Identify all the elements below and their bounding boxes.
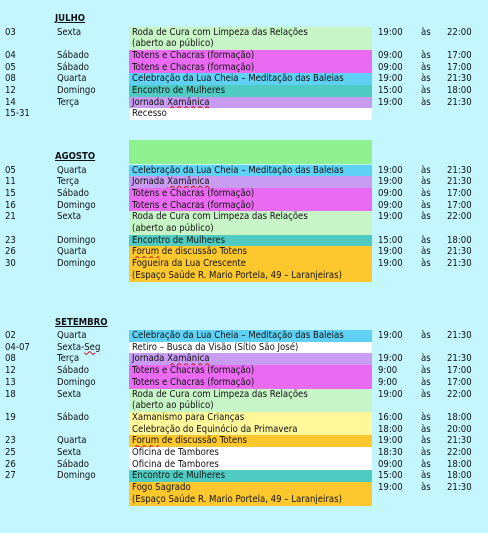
event-weekday [57,270,129,281]
event-day: 21 [5,211,16,223]
event-name: Fogo Sagrado [129,482,372,494]
event-time-separator [421,108,441,119]
event-time-separator: às [421,376,431,388]
event-time-separator: às [421,365,431,377]
event-start-time: 19:00 [378,73,403,85]
event-start-time: 18:00 [378,423,403,435]
event-day: 16 [5,199,16,211]
event-weekday: Quarta [57,73,87,85]
event-day [5,223,53,234]
event-time-separator: às [421,49,431,61]
event-end-time: 21:30 [447,96,472,108]
event-start-time: 09:00 [378,199,403,211]
event-day: 05 [5,61,16,73]
month-heading: JULHO [55,13,85,24]
event-end-time [447,38,487,49]
event-start-time: 19:00 [378,164,403,176]
event-day: 26 [5,246,16,258]
event-start-time [378,270,418,281]
event-day: 19 [5,411,16,423]
event-weekday: Quarta [57,435,87,447]
event-end-time: 21:30 [447,73,472,85]
event-start-time: 19:00 [378,258,403,270]
event-name: Totens e Chacras (formação) [129,50,372,62]
event-day: 15 [5,187,16,199]
event-end-time: 18:00 [447,411,472,423]
event-name: (Espaço Saúde R. Mario Portela, 49 – Laranjeiras) [129,494,372,506]
event-start-time: 09:00 [378,61,403,73]
event-time-separator [421,400,441,411]
event-weekday: Quarta [57,164,87,176]
event-day: 11 [5,176,16,188]
event-time-separator: às [421,447,431,458]
event-end-time: 18:00 [447,234,472,246]
event-name: Roda de Cura com Limpeza das Relações [129,211,372,223]
event-weekday [57,38,129,49]
event-start-time [378,494,418,505]
event-start-time: 15:00 [378,85,403,96]
event-day [5,400,53,411]
event-start-time: 09:00 [378,49,403,61]
event-end-time: 21:30 [447,353,472,365]
event-name: Celebração da Lua Cheia – Meditação das Baleias [129,73,372,85]
event-day: 30 [5,258,16,270]
event-weekday: Quarta [57,330,87,341]
event-time-separator: às [421,482,431,494]
event-end-time: 18:00 [447,85,472,96]
event-time-separator: às [421,411,431,423]
event-day: 14 [5,96,16,108]
event-name: Recesso [129,108,372,120]
event-time-separator: às [421,96,431,108]
event-weekday: Sábado [57,411,89,423]
event-end-time: 21:30 [447,258,472,270]
event-day: 23 [5,435,16,447]
event-end-time [447,342,487,353]
event-start-time: 19:00 [378,435,403,447]
event-weekday: Sábado [57,61,89,73]
event-end-time: 17:00 [447,199,472,211]
event-name: (aberto ao público) [129,38,372,50]
event-weekday: Sexta [57,211,82,223]
event-time-separator: às [421,85,431,96]
event-end-time: 22:00 [447,388,472,400]
event-day: 26 [5,458,16,470]
event-name: (aberto ao público) [129,223,372,235]
event-time-separator: às [421,176,431,188]
event-end-time: 22:00 [447,26,472,38]
event-weekday: Terça [57,176,80,188]
event-start-time: 19:00 [378,330,403,341]
event-day: 08 [5,353,16,365]
event-start-time: 09:00 [378,187,403,199]
event-start-time: 9:00 [378,376,398,388]
event-day [5,424,53,435]
event-weekday: Domingo [57,199,96,211]
event-day [5,482,53,493]
event-time-separator [421,342,441,353]
event-end-time: 21:30 [447,435,472,447]
event-weekday [57,482,129,493]
event-name: (aberto ao público) [129,400,372,412]
event-end-time [447,223,487,234]
event-end-time [447,270,487,281]
event-time-separator: às [421,388,431,400]
event-weekday: Sexta [57,388,82,400]
event-start-time [378,400,418,411]
event-start-time: 19:00 [378,353,403,365]
event-time-separator: às [421,330,431,341]
event-start-time: 19:00 [378,176,403,188]
event-end-time [447,400,487,411]
event-end-time [447,494,487,505]
event-weekday: Sexta [57,26,82,38]
event-time-separator: às [421,73,431,85]
event-name: Jornada Xamânica [129,176,372,188]
event-name: Forum de discussão Totens [129,246,372,258]
event-weekday: Sexta-Seg [57,341,101,353]
event-day [5,38,53,49]
event-weekday: Terça [57,96,80,108]
event-name: Encontro de Mulheres [129,85,372,97]
event-weekday [57,108,129,119]
event-weekday: Sábado [57,365,89,377]
event-name: Roda de Cura com Limpeza das Relações [129,389,372,401]
event-start-time [378,38,418,49]
event-name: Celebração do Equinócio da Primavera [129,424,372,436]
event-time-separator: às [421,353,431,365]
event-day: 27 [5,470,16,482]
event-weekday: Domingo [57,85,96,96]
event-time-separator: às [421,435,431,447]
event-day: 13 [5,376,16,388]
event-time-separator: às [421,164,431,176]
event-name: Celebração da Lua Cheia – Meditação das Baleias [129,165,372,177]
event-end-time [447,108,487,119]
event-day: 04 [5,49,16,61]
event-start-time [378,108,418,119]
event-start-time: 9:00 [378,365,398,377]
event-name: Retiro – Busca da Visão (Sítio São José) [129,342,372,354]
event-weekday: Terça [57,353,80,365]
event-end-time: 21:30 [447,330,472,341]
event-time-separator: às [421,246,431,258]
month-heading: SETEMBRO [55,317,108,328]
event-start-time: 15:00 [378,470,403,482]
event-time-separator [421,494,441,505]
event-time-separator: às [421,458,431,470]
event-weekday: Sábado [57,458,89,470]
event-start-time: 19:00 [378,482,403,494]
event-name: Totens e Chacras (formação) [129,200,372,212]
event-name: Xamanismo para Crianças [129,412,372,424]
event-day: 03 [5,26,16,38]
event-start-time: 16:00 [378,411,403,423]
event-start-time: 19:00 [378,26,403,38]
event-name: Jornada Xamânica [129,97,372,109]
event-start-time: 19:00 [378,246,403,258]
event-end-time: 22:00 [447,211,472,223]
event-day: 04-07 [5,341,30,353]
event-start-time [378,342,418,353]
event-weekday: Domingo [57,234,96,246]
event-end-time: 21:30 [447,246,472,258]
event-name: Totens e Chacras (formação) [129,377,372,389]
event-end-time: 20:00 [447,423,472,435]
event-name: Encontro de Mulheres [129,235,372,247]
event-name: Totens e Chacras (formação) [129,62,372,74]
event-end-time: 17:00 [447,365,472,377]
event-time-separator: às [421,211,431,223]
event-weekday: Sexta [57,447,82,458]
event-name: Encontro de Mulheres [129,470,372,482]
event-start-time: 18:30 [378,447,403,458]
event-day: 18 [5,388,16,400]
event-start-time: 15:00 [378,234,403,246]
event-time-separator: às [421,61,431,73]
event-day: 12 [5,365,16,377]
event-weekday [57,494,129,505]
event-start-time: 19:00 [378,96,403,108]
event-end-time: 17:00 [447,49,472,61]
event-name: (Espaço Saúde R. Mario Portela, 49 – Laranjeiras) [129,270,372,282]
event-end-time: 21:30 [447,164,472,176]
event-end-time: 18:00 [447,470,472,482]
event-name: Totens e Chacras (formação) [129,188,372,200]
event-day: 12 [5,85,16,96]
event-time-separator: às [421,26,431,38]
event-time-separator: às [421,423,431,435]
event-start-time [378,223,418,234]
event-weekday: Sábado [57,187,89,199]
event-day: 15-31 [5,108,30,120]
event-end-time: 21:30 [447,176,472,188]
event-start-time: 19:00 [378,388,403,400]
event-time-separator: às [421,199,431,211]
event-name: Roda de Cura com Limpeza das Relações [129,27,372,39]
event-weekday: Domingo [57,258,96,270]
event-day [5,270,53,281]
event-day: 23 [5,234,16,246]
event-name: Oficina de Tambores [129,459,372,471]
event-weekday [57,400,129,411]
event-weekday: Quarta [57,246,87,258]
event-time-separator [421,38,441,49]
event-end-time: 17:00 [447,61,472,73]
event-time-separator: às [421,234,431,246]
event-end-time: 21:30 [447,482,472,494]
event-day: 05 [5,164,16,176]
event-day: 08 [5,73,16,85]
month-heading: AGOSTO [55,151,96,162]
section-color-band [129,140,372,164]
event-name: Jornada Xamânica [129,353,372,365]
event-weekday: Domingo [57,376,96,388]
event-start-time: 09:00 [378,458,403,470]
event-name: Celebração da Lua Cheia – Meditação das Baleias [129,330,372,342]
event-name: Totens e Chacras (formação) [129,365,372,377]
event-end-time: 17:00 [447,187,472,199]
event-end-time: 17:00 [447,376,472,388]
event-time-separator [421,270,441,281]
event-name: Forum de discussão Totens [129,435,372,447]
event-weekday: Sábado [57,49,89,61]
event-day: 02 [5,330,16,341]
event-day: 25 [5,447,16,458]
event-day [5,494,53,505]
event-time-separator: às [421,258,431,270]
event-start-time: 19:00 [378,211,403,223]
event-weekday: Domingo [57,470,96,482]
event-name: Fogueira da Lua Crescente [129,258,372,270]
event-end-time: 22:00 [447,447,472,458]
event-time-separator: às [421,470,431,482]
event-weekday [57,424,129,435]
event-time-separator: às [421,187,431,199]
event-time-separator [421,223,441,234]
event-weekday [57,223,129,234]
event-name: Oficina de Tambores [129,447,372,459]
event-end-time: 18:00 [447,458,472,470]
